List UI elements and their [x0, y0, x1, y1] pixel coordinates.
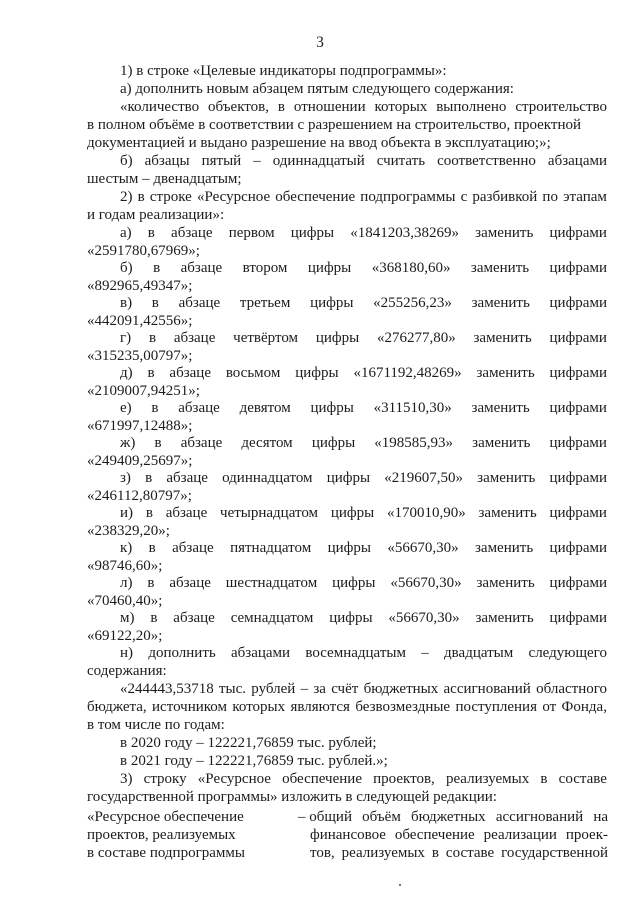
word: цифры [315, 330, 360, 346]
word: к) [120, 540, 133, 556]
word: «198585,93» [374, 435, 454, 451]
word: в [147, 575, 155, 591]
word: в [431, 845, 439, 861]
word: обеспечение [394, 827, 475, 843]
word: реализации [483, 827, 557, 843]
word: объём [362, 809, 401, 825]
word: «1841203,38269» [350, 225, 459, 241]
word: шестнадцатом [225, 575, 318, 591]
word: в [150, 610, 158, 626]
word: семнадцатом [230, 610, 314, 626]
list-item-2-line-1 [120, 294, 607, 312]
word: заменить [475, 610, 534, 626]
table-right-line-0 [298, 808, 608, 826]
word: безвозмездные [355, 699, 451, 715]
paragraph-5-line-1 [120, 188, 607, 206]
word: «244443,53718 [120, 681, 214, 697]
word: б) [120, 260, 133, 276]
word: этапам [563, 189, 607, 205]
word: – общий [298, 809, 352, 825]
word: – [253, 153, 261, 169]
word: д) [120, 365, 133, 381]
word: разбивкой [472, 189, 538, 205]
word: ассигнований [495, 809, 584, 825]
word: цифрами [549, 540, 607, 556]
list-item-8-line-1 [120, 504, 607, 522]
word: абзацы [144, 153, 190, 169]
word: в [151, 400, 159, 416]
word: – [421, 645, 429, 661]
word: цифры [329, 610, 373, 626]
list-item-4-line-2: «2109007,94251»; [87, 382, 200, 399]
word: за [313, 681, 326, 697]
word: цифры [326, 470, 371, 486]
word: ассигнований [443, 681, 531, 697]
word: цифры [311, 435, 356, 451]
word: восьмом [225, 365, 281, 381]
word: следующего [528, 645, 607, 661]
word: с [460, 189, 468, 205]
word: абзаце [165, 505, 208, 521]
word: которых [374, 99, 428, 115]
word: заменить [473, 330, 532, 346]
word: в [147, 365, 155, 381]
word: цифры [295, 365, 339, 381]
word: в [154, 435, 162, 451]
word: цифрами [549, 295, 607, 311]
word: строку [143, 771, 187, 787]
word: обеспечение [275, 189, 356, 205]
word: абзацами [547, 153, 607, 169]
word: абзаце [172, 540, 214, 556]
word: которых [232, 699, 286, 715]
word: абзаце [173, 610, 215, 626]
word: абзацами [231, 645, 291, 661]
word: «56670,30» [390, 575, 462, 591]
word: б) [120, 153, 133, 169]
list-item-10-line-1 [120, 574, 607, 592]
word: цифры [330, 505, 375, 521]
word: абзаце [166, 470, 208, 486]
word: «311510,30» [373, 400, 452, 416]
word: по [542, 189, 558, 205]
paragraph-6-line-2: государственной программы» изложить в следующей редакции: [87, 789, 497, 805]
paragraph-4-line-2: шестым – двенадцатым; [87, 171, 242, 187]
word: абзаце [180, 260, 223, 276]
list-item-6-line-2: «249409,25697»; [87, 452, 193, 469]
word: в [277, 99, 285, 115]
table-right-line-2 [298, 844, 608, 862]
word: абзаце [178, 295, 221, 311]
paragraph-2: а) дополнить новым абзацем пятым следующего содержания: [120, 81, 514, 97]
word: в [148, 330, 157, 346]
word: в [145, 505, 153, 521]
word: поступления [455, 699, 537, 715]
paragraph-n-line-2: содержания: [87, 663, 167, 679]
word: «368180,60» [371, 260, 451, 276]
word: подпрограммы [360, 189, 456, 205]
word: ж) [120, 435, 136, 451]
word: объектов, [208, 99, 269, 115]
word: в [148, 540, 156, 556]
word: абзаце [169, 365, 211, 381]
paragraph-3-line-2: в полном объёме в соответствии с разрешением на строительство, проектной [87, 117, 582, 133]
table-right-line-1 [298, 826, 608, 844]
word: цифрами [549, 260, 607, 276]
word: тов, [310, 845, 335, 861]
word: заменить [470, 260, 530, 276]
quote-line-1 [120, 680, 607, 698]
list-item-11-line-1 [120, 609, 607, 627]
word: н) [120, 645, 134, 661]
word: первом [228, 225, 275, 241]
word: рублей [251, 681, 296, 697]
word: выполнено [436, 99, 507, 115]
paragraph-6-line-1 [120, 770, 607, 788]
word: четырнадцатом [220, 505, 319, 521]
word: считать [376, 153, 426, 169]
word: абзаце [178, 400, 220, 416]
word: 3) [120, 771, 133, 787]
word: десятом [241, 435, 293, 451]
word: третьем [239, 295, 291, 311]
word: заменить [471, 295, 530, 311]
table-left-line-1: проектов, реализуемых [87, 827, 236, 843]
word: «Ресурсное [197, 771, 271, 787]
word: л) [120, 575, 133, 591]
list-item-11-line-2: «69122,20»; [87, 627, 163, 644]
word: являются [290, 699, 350, 715]
word: м) [120, 610, 135, 626]
list-item-5-line-1 [120, 399, 607, 417]
word: строке [149, 189, 192, 205]
word: заменить [477, 470, 536, 486]
word: цифрами [549, 505, 607, 521]
word: заменить [475, 225, 534, 241]
word: и) [120, 505, 134, 521]
word: в) [120, 295, 133, 311]
list-item-1-line-1 [120, 259, 607, 277]
word: в [540, 771, 548, 787]
word: в [147, 225, 155, 241]
word: от [542, 699, 557, 715]
word: в [151, 295, 159, 311]
word: счёт [331, 681, 359, 697]
word: «255256,23» [373, 295, 452, 311]
quote-line-3: в том числе по годам: [87, 717, 225, 733]
word: абзаце [180, 435, 223, 451]
word: цифрами [549, 330, 607, 346]
word: бюджетных [410, 809, 486, 825]
table-left-line-2: в составе подпрограммы [87, 845, 245, 861]
list-item-7-line-2: «246112,80797»; [87, 487, 192, 504]
word: абзаце [169, 575, 211, 591]
word: одиннадцатый [272, 153, 365, 169]
paragraph-n-line-1 [120, 644, 607, 662]
list-item-0-line-1 [120, 224, 607, 242]
word: тыс. [219, 681, 247, 697]
list-item-6-line-1 [120, 434, 607, 452]
word: одиннадцатом [222, 470, 313, 486]
word: проектов, [373, 771, 435, 787]
table-left-line-0: «Ресурсное обеспечение [87, 809, 244, 825]
list-item-2-line-2: «442091,42556»; [87, 312, 193, 329]
word: втором [242, 260, 288, 276]
word: бюджетных [363, 681, 439, 697]
word: – [300, 681, 309, 697]
word: бюджета, [87, 699, 147, 715]
word: проек- [565, 827, 608, 843]
word: абзаце [171, 225, 213, 241]
word: цифрами [549, 470, 607, 486]
word: цифры [327, 540, 371, 556]
word: цифрами [549, 610, 607, 626]
paragraph-1: 1) в строке «Целевые индикаторы подпрограммы»: [120, 63, 447, 79]
word: заменить [476, 365, 535, 381]
word: заменить [478, 505, 537, 521]
list-item-1-line-2: «892965,49347»; [87, 277, 193, 294]
word: государственной [501, 845, 608, 861]
word: двадцатым [444, 645, 514, 661]
quote-line-2 [87, 698, 607, 716]
paragraph-4-line-1 [120, 152, 607, 170]
word: заменить [472, 435, 531, 451]
word: «Ресурсное [196, 189, 271, 205]
word: цифрами [549, 435, 607, 451]
list-item-5-line-2: «671997,12488»; [87, 417, 193, 434]
word: «170010,90» [386, 505, 466, 521]
scan-speck [399, 884, 401, 886]
word: цифры [310, 400, 354, 416]
word: «219607,50» [384, 470, 463, 486]
word: четвёртом [233, 330, 299, 346]
word: цифры [307, 260, 352, 276]
word: заменить [476, 575, 535, 591]
paragraph-5-line-2: и годам реализации»: [87, 207, 225, 223]
word: з) [120, 470, 131, 486]
word: восемнадцатым [305, 645, 406, 661]
word: «1671192,48269» [353, 365, 462, 381]
word: составе [558, 771, 607, 787]
word: «56670,30» [387, 540, 459, 556]
quote-year-2020: в 2020 году – 122221,76859 тыс. рублей; [120, 735, 377, 751]
list-item-7-line-1 [120, 469, 607, 487]
list-item-0-line-2: «2591780,67969»; [87, 242, 200, 259]
word: «56670,30» [388, 610, 460, 626]
word: в [153, 260, 161, 276]
word: дополнить [148, 645, 216, 661]
list-item-3-line-2: «315235,00797»; [87, 347, 193, 364]
word: пятнадцатом [230, 540, 312, 556]
word: е) [120, 400, 132, 416]
paragraph-3-line-1 [120, 98, 607, 116]
quote-year-2021: в 2021 году – 122221,76859 тыс. рублей.»; [120, 753, 388, 769]
word: «276277,80» [376, 330, 456, 346]
word: реализуемых [341, 845, 425, 861]
word: отношении [293, 99, 366, 115]
word: цифры [290, 225, 335, 241]
word: пятый [201, 153, 242, 169]
word: на [593, 809, 608, 825]
word: заменить [474, 540, 534, 556]
word: «количество [120, 99, 200, 115]
page-number: 3 [316, 34, 324, 51]
word: цифрами [549, 400, 607, 416]
list-item-3-line-1 [120, 329, 607, 347]
word: а) [120, 225, 132, 241]
list-item-10-line-2: «70460,40»; [87, 592, 163, 609]
word: в [145, 470, 153, 486]
word: 2) [120, 189, 133, 205]
word: в [137, 189, 145, 205]
word: финансовое [310, 827, 386, 843]
word: источником [152, 699, 228, 715]
word: реализуемых [445, 771, 530, 787]
word: цифры [332, 575, 376, 591]
word: заменить [471, 400, 530, 416]
word: цифрами [549, 575, 607, 591]
word: обеспечение [282, 771, 362, 787]
list-item-8-line-2: «238329,20»; [87, 522, 170, 539]
word: строительство [515, 99, 607, 115]
word: составе [445, 845, 495, 861]
paragraph-3-line-3: документацией и выдано разрешение на ввод объекта в эксплуатацию;»; [87, 135, 551, 151]
list-item-9-line-1 [120, 539, 607, 557]
word: девятом [239, 400, 291, 416]
word: Фонда, [561, 699, 607, 715]
word: соответственно [437, 153, 536, 169]
word: цифрами [549, 365, 607, 381]
word: г) [120, 330, 132, 346]
word: абзаце [173, 330, 216, 346]
word: цифрами [549, 225, 607, 241]
word: областного [536, 681, 607, 697]
word: цифры [310, 295, 354, 311]
list-item-4-line-1 [120, 364, 607, 382]
list-item-9-line-2: «98746,60»; [87, 557, 163, 574]
